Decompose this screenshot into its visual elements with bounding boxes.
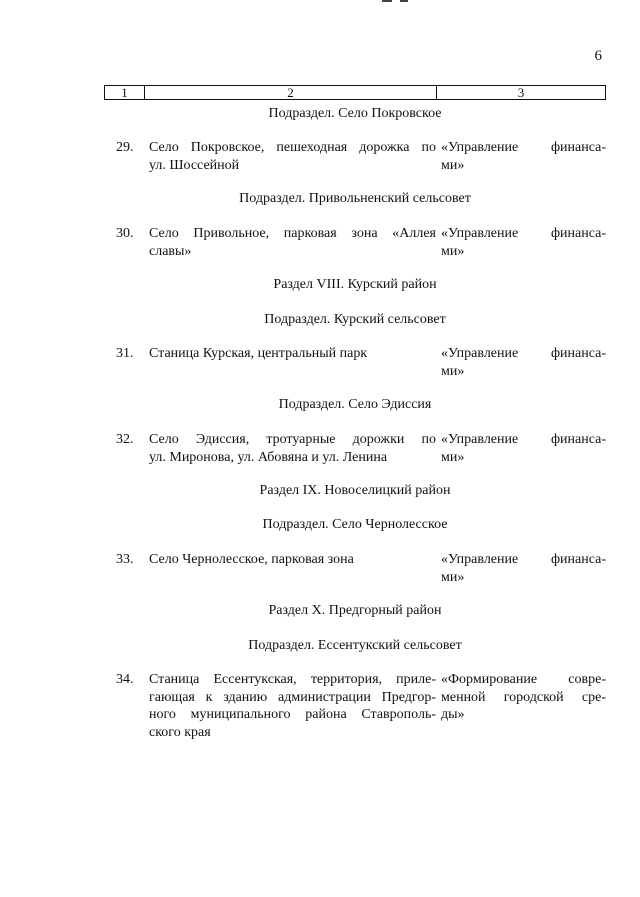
row-description	[149, 551, 436, 569]
program-line: «Управление финанса-	[441, 432, 606, 447]
description-line: Село Покровское, пешеходная дорожка по	[149, 140, 436, 155]
section-heading: Раздел X. Предгорный район	[268, 603, 442, 618]
subsection-heading: Подраздел. Село Чернолесское	[262, 517, 448, 532]
program-line: ми»	[441, 243, 465, 259]
row-description	[149, 431, 436, 466]
program-line: «Управление финанса-	[441, 140, 606, 155]
program-line: ми»	[441, 449, 465, 465]
program-line: ми»	[441, 363, 465, 379]
program-line: «Управление финанса-	[441, 346, 606, 361]
program-line: «Управление финанса-	[441, 552, 606, 567]
row-number: 31.	[116, 346, 134, 361]
row-number: 33.	[116, 552, 134, 567]
column-header-row	[104, 85, 606, 100]
program-line: ды»	[441, 707, 465, 722]
subsection-heading: Подраздел. Село Эдиссия	[278, 397, 432, 412]
description-line: Станица Курская, центральный парк	[149, 346, 368, 361]
description-line: гающая к зданию администрации Предгор-	[149, 689, 436, 705]
page-number: 6	[594, 48, 602, 64]
row-description	[149, 139, 436, 174]
row-number: 29.	[116, 140, 134, 155]
description-line: Село Чернолесское, парковая зона	[149, 552, 354, 567]
subsection-heading: Подраздел. Курский сельсовет	[264, 312, 446, 327]
section-heading: Раздел IX. Новоселицкий район	[259, 483, 451, 498]
program-line: ми»	[441, 157, 465, 173]
program-line: менной городской сре-	[441, 689, 606, 705]
program-line: ми»	[441, 569, 465, 585]
row-number: 34.	[116, 672, 134, 687]
row-number: 32.	[116, 432, 134, 447]
program-line: «Формирование совре-	[441, 672, 606, 687]
scan-mark	[382, 0, 412, 4]
row-description	[149, 671, 436, 741]
row-program	[441, 671, 606, 724]
row-program	[441, 225, 606, 260]
program-line: «Управление финанса-	[441, 226, 606, 241]
description-line: славы»	[149, 243, 192, 259]
column-header-3: 3	[517, 84, 525, 100]
description-line: ул. Шоссейной	[149, 157, 240, 173]
row-program	[441, 431, 606, 466]
description-line: Село Эдиссия, тротуарные дорожки по	[149, 432, 436, 447]
row-description	[149, 225, 436, 260]
description-line: ного муниципального района Ставрополь-	[149, 707, 436, 722]
section-heading: Раздел VIII. Курский район	[273, 277, 437, 292]
description-line: ул. Миронова, ул. Абовяна и ул. Ленина	[149, 449, 388, 465]
row-program	[441, 139, 606, 174]
column-header-2: 2	[145, 86, 437, 99]
subsection-heading: Подраздел. Привольненский сельсовет	[239, 191, 471, 206]
row-description	[149, 345, 436, 363]
description-line: Село Привольное, парковая зона «Аллея	[149, 226, 436, 241]
subsection-heading: Подраздел. Ессентукский сельсовет	[248, 638, 462, 653]
row-program	[441, 551, 606, 586]
description-line: Станица Ессентукская, территория, приле-	[149, 672, 436, 687]
row-number: 30.	[116, 226, 134, 241]
description-line: ского края	[149, 724, 211, 740]
row-program	[441, 345, 606, 380]
column-header-1: 1	[105, 86, 145, 99]
subsection-heading: Подраздел. Село Покровское	[268, 106, 442, 121]
